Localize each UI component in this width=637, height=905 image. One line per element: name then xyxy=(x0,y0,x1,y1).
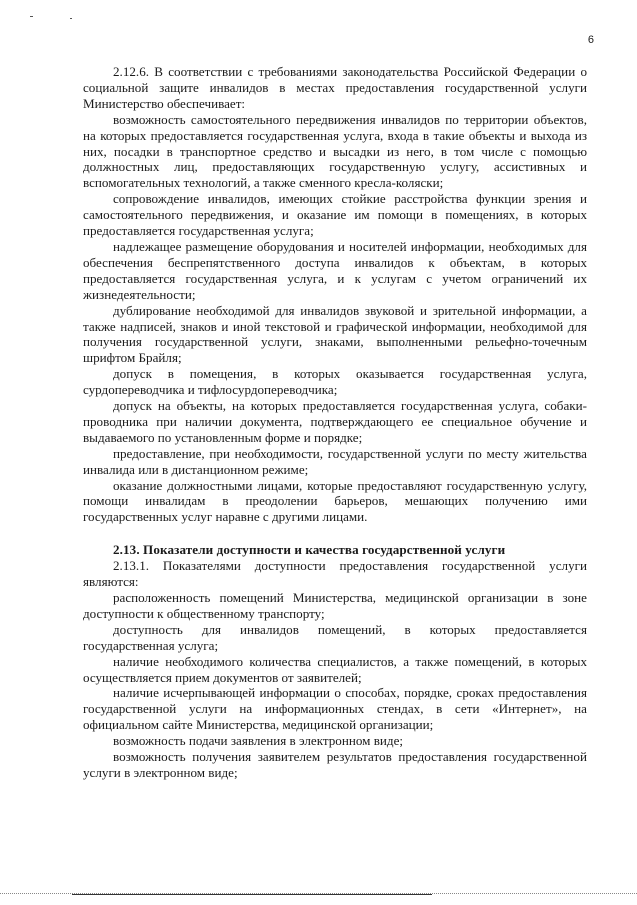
section-heading-2-13: 2.13. Показатели доступности и качества государственной услуги xyxy=(113,542,506,558)
list-item: возможность самостоятельного передвижения инвалидов по территории объектов, на которых предоставляется государственная услуга, входа в такие объекты и выхода из них, посадки в транспортное средство и высадки из него, в том числе с помощью должностных лиц, предоставляющих государственную услугу, ассистивных и вспомогательных технологий, а также сменного кресла-коляски; xyxy=(83,111,587,191)
list-item: доступность для инвалидов помещений, в которых предоставляется государственная услуга; xyxy=(83,621,587,653)
list-item: надлежащее размещение оборудования и носителей информации, необходимых для обеспечения беспрепятственного доступа инвалидов к объектам, в которых предоставляется государственная услуга, и к услугам с учетом ограничений их жизнедеятельности; xyxy=(83,238,587,302)
paragraph-2-12-6-intro: 2.12.6. В соответствии с требованиями законодательства Российской Федерации о социальной защите инвалидов в местах предоставления государственной услуги Министерство обеспечивает: xyxy=(83,64,587,111)
scan-artifact xyxy=(70,18,72,19)
list-item: предоставление, при необходимости, государственной услуги по месту жительства инвалида или в дистанционном режиме; xyxy=(83,445,587,477)
document-body xyxy=(83,64,587,781)
list-item: допуск в помещения, в которых оказывается государственная услуга, сурдопереводчика и тифлосурдопереводчика; xyxy=(83,366,587,398)
list-item: сопровождение инвалидов, имеющих стойкие расстройства функции зрения и самостоятельного передвижения, и оказание им помощи в помещениях, в которых предоставляется государственная услуга; xyxy=(83,191,587,239)
scan-artifact xyxy=(30,16,33,17)
list-item: допуск на объекты, на которых предоставляется государственная услуга, собаки-проводника при наличии документа, подтверждающего ее специальное обучение и выдаваемого по установленным форме и порядке; xyxy=(83,398,587,445)
page-number: 6 xyxy=(587,34,594,46)
list-item: наличие необходимого количества специалистов, а также помещений, в которых осуществляется прием документов от заявителей; xyxy=(83,653,587,685)
list-item: расположенность помещений Министерства, медицинской организации в зоне доступности к общественному транспорту; xyxy=(83,590,587,621)
list-item: дублирование необходимой для инвалидов звуковой и зрительной информации, а также надписей, знаков и иной текстовой и графической информации, необходимой для получения государственной услуги, знаками, выполненными рельефно-точечным шрифтом Брайля; xyxy=(83,302,587,366)
list-item: оказание должностными лицами, которые предоставляют государственную услугу, помощи инвалидам в преодолении барьеров, мешающих получению ими государственных услуг наравне с другими лицами. xyxy=(83,477,587,525)
list-item: возможность получения заявителем результатов предоставления государственной услуги в электронном виде; xyxy=(83,749,587,780)
list-item: наличие исчерпывающей информации о способах, порядке, сроках предоставления государственной услуги на информационных стендах, в сети «Интернет», на официальном сайте Министерства, медицинской организации; xyxy=(83,685,587,733)
list-item: возможность подачи заявления в электронном виде; xyxy=(113,733,404,749)
paragraph-2-13-1-intro: 2.13.1. Показателями доступности предоставления государственной услуги являются: xyxy=(83,558,587,590)
page-edge-line xyxy=(72,894,432,895)
